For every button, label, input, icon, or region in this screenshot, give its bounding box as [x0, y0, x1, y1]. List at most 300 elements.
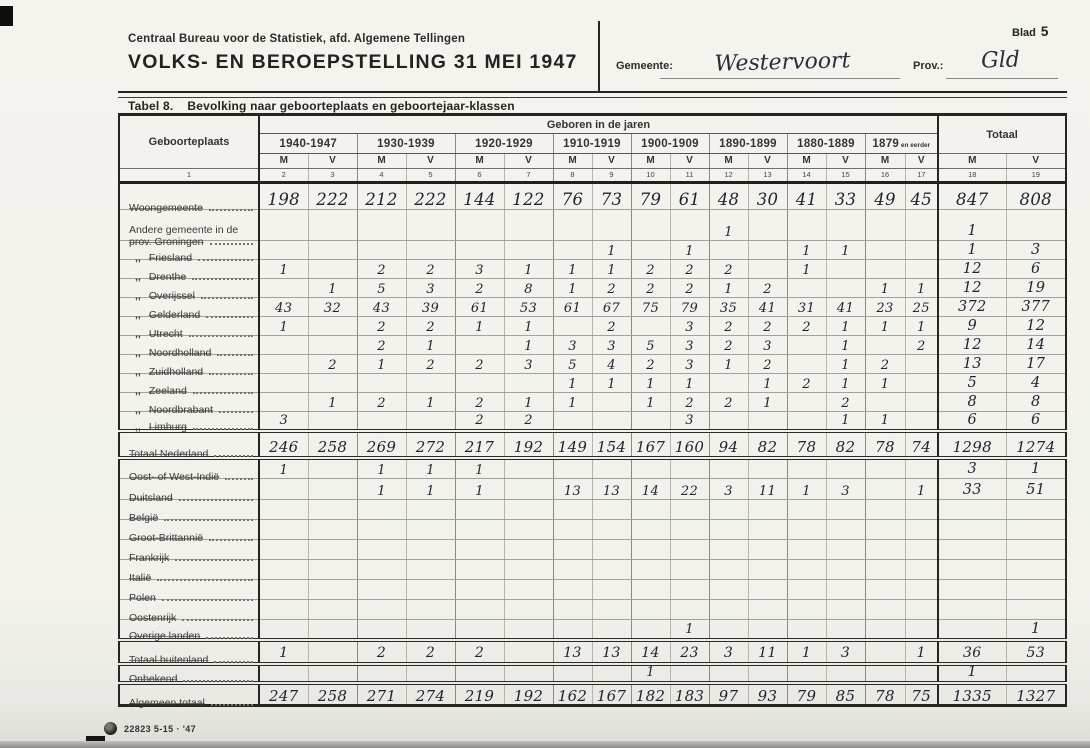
table-cell [709, 500, 748, 520]
table-cell [553, 600, 592, 620]
table-cell: 1 [406, 393, 455, 412]
col-header-year-group [455, 134, 553, 154]
table-cell: 1 [709, 210, 748, 241]
prov-underline [946, 78, 1058, 79]
table-cell: 75 [905, 683, 938, 706]
col-header-year-group [787, 134, 865, 154]
table-cell [259, 393, 308, 412]
table-cell [592, 393, 631, 412]
table-cell [592, 458, 631, 479]
table-cell: 1 [455, 458, 504, 479]
table-cell [631, 560, 670, 580]
table-cell: 2 [709, 393, 748, 412]
ditto-mark: ,, [135, 270, 141, 283]
table-cell: 2 [748, 355, 787, 374]
table-cell [504, 241, 553, 260]
table-cell: 2 [709, 317, 748, 336]
table-cell: 1 [670, 620, 709, 640]
table-cell [938, 540, 1006, 560]
table-cell: 3 [670, 336, 709, 355]
table-cell: 219 [455, 683, 504, 706]
year-group-label: 1930-1939 [377, 138, 435, 150]
row-label-algemeen-totaal [119, 683, 259, 709]
table-row-woongemeente [119, 183, 1066, 210]
table-cell [787, 412, 826, 431]
census-table-wrap [118, 113, 1067, 707]
table-cell [308, 241, 357, 260]
table-cell [259, 664, 308, 683]
table-cell: 167 [631, 431, 670, 458]
table-cell [504, 540, 553, 560]
table-cell [553, 560, 592, 580]
table-cell: 1 [787, 479, 826, 500]
table-row-noordbrabant [119, 393, 1066, 412]
table-cell [826, 560, 865, 580]
table-cell [865, 540, 905, 560]
table-cell [592, 500, 631, 520]
table-cell [631, 317, 670, 336]
table-cell: 2 [406, 640, 455, 664]
table-cell: 17 [1006, 355, 1066, 374]
row-label-text: Oostenrijk [129, 611, 177, 624]
table-cell: 3 [504, 355, 553, 374]
census-table [118, 113, 1067, 707]
table-cell [357, 210, 406, 241]
table-cell [905, 620, 938, 640]
table-cell: 1 [357, 458, 406, 479]
table-cell [709, 241, 748, 260]
table-cell [504, 374, 553, 393]
table-cell: 8 [938, 393, 1006, 412]
table-cell [709, 458, 748, 479]
scan-mark-top-left [0, 6, 13, 26]
table-cell: 183 [670, 683, 709, 706]
table-row-friesland [119, 241, 1066, 260]
table-cell [938, 620, 1006, 640]
table-row-onbekend [119, 664, 1066, 683]
table-cell: 25 [905, 298, 938, 317]
table-row-zeeland [119, 374, 1066, 393]
row-label-text: Utrecht [148, 327, 183, 340]
table-cell [826, 600, 865, 620]
table-row-duitsland [119, 479, 1066, 500]
table-cell [787, 664, 826, 683]
table-cell: 3 [670, 412, 709, 431]
col-number: 13 [748, 169, 787, 183]
table-cell: 4 [1006, 374, 1066, 393]
table-cell: 2 [631, 355, 670, 374]
col-number: 5 [406, 169, 455, 183]
table-cell: 2 [787, 374, 826, 393]
table-cell: 12 [938, 279, 1006, 298]
table-cell [308, 479, 357, 500]
table-cell [455, 580, 504, 600]
col-header-mv: M [455, 154, 504, 169]
table-row-drenthe [119, 260, 1066, 279]
leader-dots [214, 455, 253, 457]
table-cell: 162 [553, 683, 592, 706]
table-cell [455, 241, 504, 260]
table-cell: 1 [938, 210, 1006, 241]
table-cell [504, 620, 553, 640]
table-cell: 2 [357, 317, 406, 336]
table-cell [865, 241, 905, 260]
table-cell [1006, 664, 1066, 683]
table-cell: 2 [308, 355, 357, 374]
table-cell [357, 500, 406, 520]
table-caption-text: Bevolking naar geboorteplaats en geboortejaar-klassen [187, 99, 515, 113]
table-cell [259, 479, 308, 500]
table-cell: 1 [259, 317, 308, 336]
table-cell [504, 560, 553, 580]
table-cell [748, 520, 787, 540]
table-cell: 222 [406, 183, 455, 210]
leader-dots [157, 579, 253, 581]
table-cell: 1 [631, 664, 670, 683]
col-header-mv: M [787, 154, 826, 169]
table-cell [787, 500, 826, 520]
table-cell [905, 210, 938, 241]
leader-dots [209, 539, 253, 541]
table-cell [905, 540, 938, 560]
table-cell [905, 412, 938, 431]
table-cell: 274 [406, 683, 455, 706]
table-cell: 82 [748, 431, 787, 458]
table-cell [905, 393, 938, 412]
table-cell [308, 317, 357, 336]
table-cell: 1 [455, 317, 504, 336]
table-cell [406, 520, 455, 540]
table-cell: 1 [553, 374, 592, 393]
table-cell: 43 [259, 298, 308, 317]
ditto-mark: ,, [135, 403, 141, 416]
table-cell: 1 [406, 479, 455, 500]
col-header-mv: M [709, 154, 748, 169]
table-cell [865, 260, 905, 279]
table-cell [592, 210, 631, 241]
table-cell: 1 [592, 260, 631, 279]
table-cell [553, 241, 592, 260]
table-cell: 8 [1006, 393, 1066, 412]
header-divider [598, 21, 600, 92]
col-header-mv: V [905, 154, 938, 169]
table-cell: 36 [938, 640, 1006, 664]
table-cell [787, 210, 826, 241]
table-cell [865, 580, 905, 600]
table-cell: 1 [553, 393, 592, 412]
table-cell: 6 [1006, 260, 1066, 279]
row-label-woongemeente [119, 183, 259, 214]
table-cell [455, 210, 504, 241]
table-cell [670, 580, 709, 600]
table-cell: 222 [308, 183, 357, 210]
form-title: VOLKS- EN BEROEPSTELLING 31 MEI 1947 [128, 51, 578, 73]
table-cell: 2 [455, 640, 504, 664]
row-label-text: prov. Groningen [129, 235, 204, 248]
table-cell: 198 [259, 183, 308, 210]
leader-dots [183, 680, 253, 682]
table-cell [631, 500, 670, 520]
table-cell: 41 [748, 298, 787, 317]
table-cell: 2 [709, 336, 748, 355]
table-cell [357, 620, 406, 640]
table-cell [259, 210, 308, 241]
year-group-label: 1940-1947 [279, 138, 338, 150]
table-cell: 13 [553, 640, 592, 664]
leader-dots [198, 259, 253, 261]
table-cell [406, 500, 455, 520]
table-cell [670, 664, 709, 683]
table-cell: 5 [631, 336, 670, 355]
table-cell [504, 458, 553, 479]
table-cell: 3 [455, 260, 504, 279]
table-cell: 1 [357, 479, 406, 500]
table-cell [748, 580, 787, 600]
table-cell [631, 412, 670, 431]
table-row-zuidholland [119, 355, 1066, 374]
table-cell: 272 [406, 431, 455, 458]
table-cell [826, 540, 865, 560]
table-cell [455, 540, 504, 560]
table-cell [406, 560, 455, 580]
table-cell: 8 [504, 279, 553, 298]
col-header-mv: V [308, 154, 357, 169]
table-cell [553, 317, 592, 336]
table-cell [787, 520, 826, 540]
table-cell [905, 600, 938, 620]
org-line: Centraal Bureau voor de Statistiek, afd. Algemene Tellingen [128, 33, 466, 45]
table-cell [709, 412, 748, 431]
table-cell: 3 [826, 640, 865, 664]
table-cell [631, 600, 670, 620]
year-group-label: 1920-1929 [475, 138, 533, 150]
table-cell: 847 [938, 183, 1006, 210]
table-cell [631, 580, 670, 600]
col-number: 10 [631, 169, 670, 183]
table-cell [259, 580, 308, 600]
table-cell: 1 [905, 479, 938, 500]
row-label-totaal-nederland [119, 431, 259, 461]
table-cell: 1 [406, 458, 455, 479]
table-cell: 32 [308, 298, 357, 317]
table-cell [1006, 540, 1066, 560]
table-cell [905, 355, 938, 374]
table-cell: 3 [592, 336, 631, 355]
table-cell: 3 [406, 279, 455, 298]
col-number: 3 [308, 169, 357, 183]
table-cell: 1 [455, 479, 504, 500]
col-number: 17 [905, 169, 938, 183]
leader-dots [209, 209, 253, 211]
table-row-totaal-buitenland [119, 640, 1066, 664]
table-cell [826, 279, 865, 298]
col-number: 18 [938, 169, 1006, 183]
table-cell: 1 [308, 279, 357, 298]
row-label-text: Drenthe [148, 270, 187, 283]
table-cell: 1 [631, 393, 670, 412]
table-caption [128, 99, 515, 113]
table-cell [748, 260, 787, 279]
table-cell: 61 [455, 298, 504, 317]
table-cell: 1 [826, 355, 865, 374]
row-label-text: Algemeen totaal [129, 696, 205, 709]
table-cell [259, 355, 308, 374]
table-cell [553, 580, 592, 600]
table-cell: 269 [357, 431, 406, 458]
table-cell: 41 [787, 183, 826, 210]
table-cell: 2 [592, 317, 631, 336]
col-number: 4 [357, 169, 406, 183]
table-cell [631, 520, 670, 540]
table-cell [787, 620, 826, 640]
table-cell [259, 241, 308, 260]
table-cell: 2 [406, 317, 455, 336]
table-cell [259, 500, 308, 520]
table-cell: 144 [455, 183, 504, 210]
table-cell [553, 500, 592, 520]
table-cell: 2 [357, 640, 406, 664]
table-cell: 154 [592, 431, 631, 458]
table-cell: 1 [592, 241, 631, 260]
ditto-mark: ,, [135, 327, 141, 340]
leader-dots [182, 619, 253, 621]
table-cell [865, 210, 905, 241]
row-label-text: Groot-Brittannië [129, 531, 204, 544]
table-cell [357, 664, 406, 683]
table-cell: 167 [592, 683, 631, 706]
table-cell [865, 600, 905, 620]
table-cell: 41 [826, 298, 865, 317]
table-cell [826, 620, 865, 640]
table-cell: 11 [748, 479, 787, 500]
table-cell: 48 [709, 183, 748, 210]
table-cell [905, 241, 938, 260]
table-cell: 51 [1006, 479, 1066, 500]
table-cell: 6 [938, 412, 1006, 431]
table-cell [406, 210, 455, 241]
row-label-text: Zeeland [148, 384, 187, 397]
table-cell: 1 [865, 412, 905, 431]
table-cell [553, 540, 592, 560]
col-header-mv: M [631, 154, 670, 169]
col-number: 9 [592, 169, 631, 183]
col-header-mv: M [357, 154, 406, 169]
col-number: 8 [553, 169, 592, 183]
table-cell [748, 620, 787, 640]
table-cell: 2 [357, 260, 406, 279]
table-row-polen [119, 580, 1066, 600]
table-cell: 12 [938, 260, 1006, 279]
table-row-overige-landen [119, 620, 1066, 640]
header-rule [118, 91, 1067, 98]
table-cell: 1 [787, 640, 826, 664]
table-cell [631, 210, 670, 241]
row-label-text: Duitsland [129, 491, 173, 504]
table-cell: 19 [1006, 279, 1066, 298]
row-label-text: Gelderland [148, 308, 201, 321]
table-cell: 9 [938, 317, 1006, 336]
table-cell: 1 [938, 241, 1006, 260]
blad-number: 5 [1040, 24, 1049, 39]
table-cell [787, 279, 826, 298]
table-cell: 2 [709, 260, 748, 279]
table-cell [938, 500, 1006, 520]
table-cell: 182 [631, 683, 670, 706]
table-cell [259, 520, 308, 540]
col-header-mv: M [938, 154, 1006, 169]
leader-dots [193, 392, 253, 394]
table-cell [1006, 600, 1066, 620]
col-number: 19 [1006, 169, 1066, 183]
ditto-mark: ,, [135, 365, 141, 378]
year-group-label: 1879 [872, 138, 900, 150]
table-cell: 94 [709, 431, 748, 458]
table-cell: 1 [905, 640, 938, 664]
table-cell: 3 [709, 640, 748, 664]
table-cell [905, 458, 938, 479]
table-cell [631, 458, 670, 479]
table-cell [308, 458, 357, 479]
table-cell [592, 520, 631, 540]
table-cell [504, 500, 553, 520]
table-cell [709, 580, 748, 600]
table-cell [865, 620, 905, 640]
table-cell: 1 [357, 355, 406, 374]
table-cell: 53 [1006, 640, 1066, 664]
row-label-text: Totaal buitenland [129, 654, 209, 667]
table-cell: 2 [455, 279, 504, 298]
table-cell: 2 [631, 279, 670, 298]
table-cell [787, 580, 826, 600]
table-cell: 67 [592, 298, 631, 317]
row-label-text: Overijssel [148, 289, 195, 302]
table-cell: 1 [826, 374, 865, 393]
leader-dots [189, 335, 253, 337]
row-label-text: Friesland [148, 251, 193, 264]
table-cell [308, 664, 357, 683]
table-cell: 3 [938, 458, 1006, 479]
table-cell [259, 600, 308, 620]
col-header-year-group [553, 134, 631, 154]
table-cell: 31 [787, 298, 826, 317]
leader-dots [193, 428, 253, 430]
table-cell [357, 580, 406, 600]
leader-dots [206, 316, 253, 318]
table-cell: 2 [748, 279, 787, 298]
table-row-belgie [119, 500, 1066, 520]
table-cell: 1 [259, 260, 308, 279]
table-cell: 149 [553, 431, 592, 458]
table-cell: 258 [308, 683, 357, 706]
table-cell: 3 [826, 479, 865, 500]
table-cell [938, 580, 1006, 600]
col-header-mv: V [670, 154, 709, 169]
table-cell: 2 [670, 393, 709, 412]
table-cell: 74 [905, 431, 938, 458]
col-header-mv: M [865, 154, 905, 169]
table-cell [865, 479, 905, 500]
table-cell: 6 [1006, 412, 1066, 431]
gemeente-underline [660, 78, 900, 79]
table-cell [787, 355, 826, 374]
table-cell: 73 [592, 183, 631, 210]
col-number: 1 [119, 169, 259, 183]
table-cell: 2 [787, 317, 826, 336]
col-number: 14 [787, 169, 826, 183]
col-header-mv: V [748, 154, 787, 169]
table-row-italie [119, 560, 1066, 580]
table-cell [406, 412, 455, 431]
